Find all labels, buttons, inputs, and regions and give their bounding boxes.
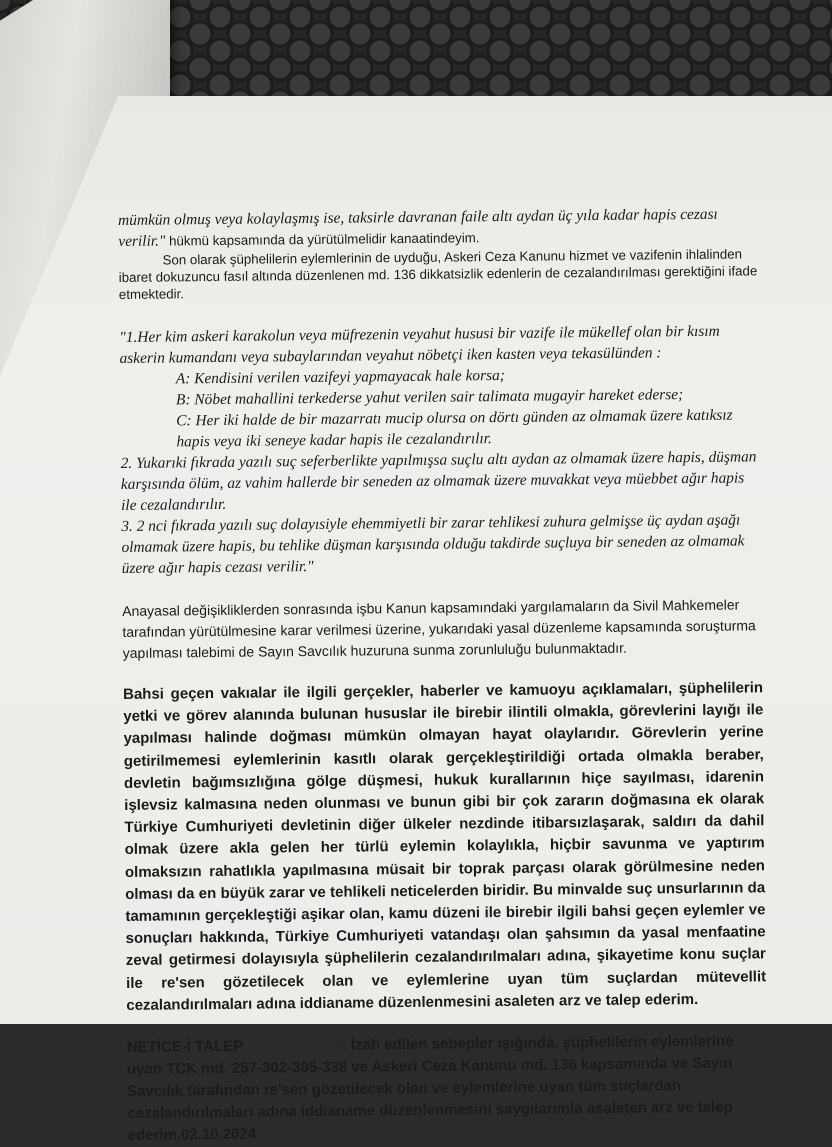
document-body xyxy=(118,203,768,1147)
paragraph-facts: Bahsi geçen vakıalar ile ilgili gerçekler, haberler ve kamuoyu açıklamaları, şüphelilerin yetki ve görev alanında bulunan hususlar ile birebir ilintili olmakla, görevlerini layığı ile yapılması halinde doğması mümkün olmayan hayat olaylarıdır. Görevlerin yerine getirilmemesi eylemlerinin kasıtlı olarak gerçekleştirildiği ortada olmakla beraber, devletin bağımsızlığına gölge düşmesi, hukuk kurallarının hiçe sayılması, idarenin işlevsiz kalmasına neden olunması ve bunun gibi bir çok zararın doğmasına ek olarak Türkiye Cumhuriyeti devletinin diğer ülkeler nezdinde itibarsızlaşarak, saldırı da dahil olmak üzere akla gelen her türlü eylemin kolaylıkla, hiçbir savunma ve yaptırım olmaksızın rahatlıkla yapılmasına müsait bir toprak parçası olarak görülmesine neden olması da en büyük zarar ve tehlikeli neticelerden biridir. Bu minvalde suç unsurlarının da tamamının gerçekleştiği aşikar olan, kamu düzeni ile birebir ilgili bahsi geçen eylemler ve sonuçları hakkında, Türkiye Cumhuriyeti vatandaşı olan şahsımın da yasal menfaatine zeval getirmesi dolayısıyla şüphelilerin cezalandırılmaları adına, şikayetime konu suçlar ile re'sen gözetilecek olan ve eylemlerine uyan tüm suçlardan mütevellit cezalandırılmaları adına iddianame düzenlenmesini asaleten arz ve talep ederim. xyxy=(122,679,767,1014)
intro-line xyxy=(118,203,758,252)
quote-item-b: B: Nöbet mahallini terkederse yahut verilen sair talimata mugayir hareket ederse; xyxy=(175,386,684,409)
quote-item-2: 2. Yukarıki fıkrada yazılı suç seferberlikte yapılmışsa suçlu altı aydan az olmamak üzere hapis, düşman karşısında ölüm, az vahim hallerde bir seneden az olmamak üzere muvakkat veya müebbet ağır hapis ile cezalandırılır. xyxy=(120,448,757,514)
quote-item-3: 3. 2 nci fıkrada yazılı suç dolayısiyle ehemmiyetli bir zarar tehlikesi zuhura gelmişse üç aydan aşağı olmamak üzere hapis, bu tehlike düşman karşısında olduğu takdirde suçluya bir seneden az olmamak üzere ağır hapis cezası verilir." xyxy=(121,511,745,577)
intro-line-1: mümkün olmuş veya kolaylaşmış ise, taksirle davranan faile altı aydan üç yıla kadar hapis cezası xyxy=(118,205,718,229)
conclusion-text: : İzah edilen sebepler ışığında, şüphelilerin eylemlerine uyan TCK md. 257-302-305-338 ve Askeri Ceza Kanunu md. 136 kapsamında ve Sayın Savcılık tarafından re'sen gözetilecek olan ve eylemlerine uyan tüm suçlardan cezalandırılmaları adına iddianame düzenlenmesini saygılarımla asaleten arz ve talep ederim.02.10.2024 xyxy=(126,1032,734,1144)
quote-item-a: A: Kendisini verilen vazifeyi yapmayacak hale korsa; xyxy=(175,366,505,388)
conclusion-request xyxy=(127,1030,768,1147)
law-quote xyxy=(119,320,762,579)
intro-line-2-rest: hükmü kapsamında da yürütülmelidir kanaatindeyim. xyxy=(165,230,480,249)
intro-line-2-italic: verilir." xyxy=(118,232,166,250)
quote-item-1: "1.Her kim askeri karakolun veya müfrezenin veyahut hususi bir vazife ile mükellef olan bir kısım askerin kumandanı veya subaylarından veyahut nöbetçi iken kasten veya tekasülünden : xyxy=(119,322,720,367)
quote-item-c: C: Her iki halde de bir mazarratı mucip olursa on dörtı günden az olmamak üzere katıksız hapis veya iki seneye kadar hapis ile cezalandırılır. xyxy=(176,406,733,451)
paragraph-article-136: Son olarak şüphelilerin eylemlerinin de uyduğu, Askeri Ceza Kanunu hizmet ve vazifenin ihlalinden ibaret dokuzuncu fasıl altında düzenlenen md. 136 dikkatsizlik edenlerin de cezalandırılması gerektiğini ifade etmektedir. xyxy=(118,246,758,302)
conclusion-heading: NETİCE-İ TALEP xyxy=(126,1037,244,1057)
paragraph-constitutional-changes: Anayasal değişikliklerden sonrasında işbu Kanun kapsamındaki yargılamaların da Sivil Mahkemeler tarafından yürütülmesine karar verilmesi üzerine, yukarıdaki yasal düzenleme kapsamında soruşturma yapılması talebimi de Sayın Savcılık huzuruna sunma zorunluluğu bulunmaktadır. xyxy=(122,596,756,661)
